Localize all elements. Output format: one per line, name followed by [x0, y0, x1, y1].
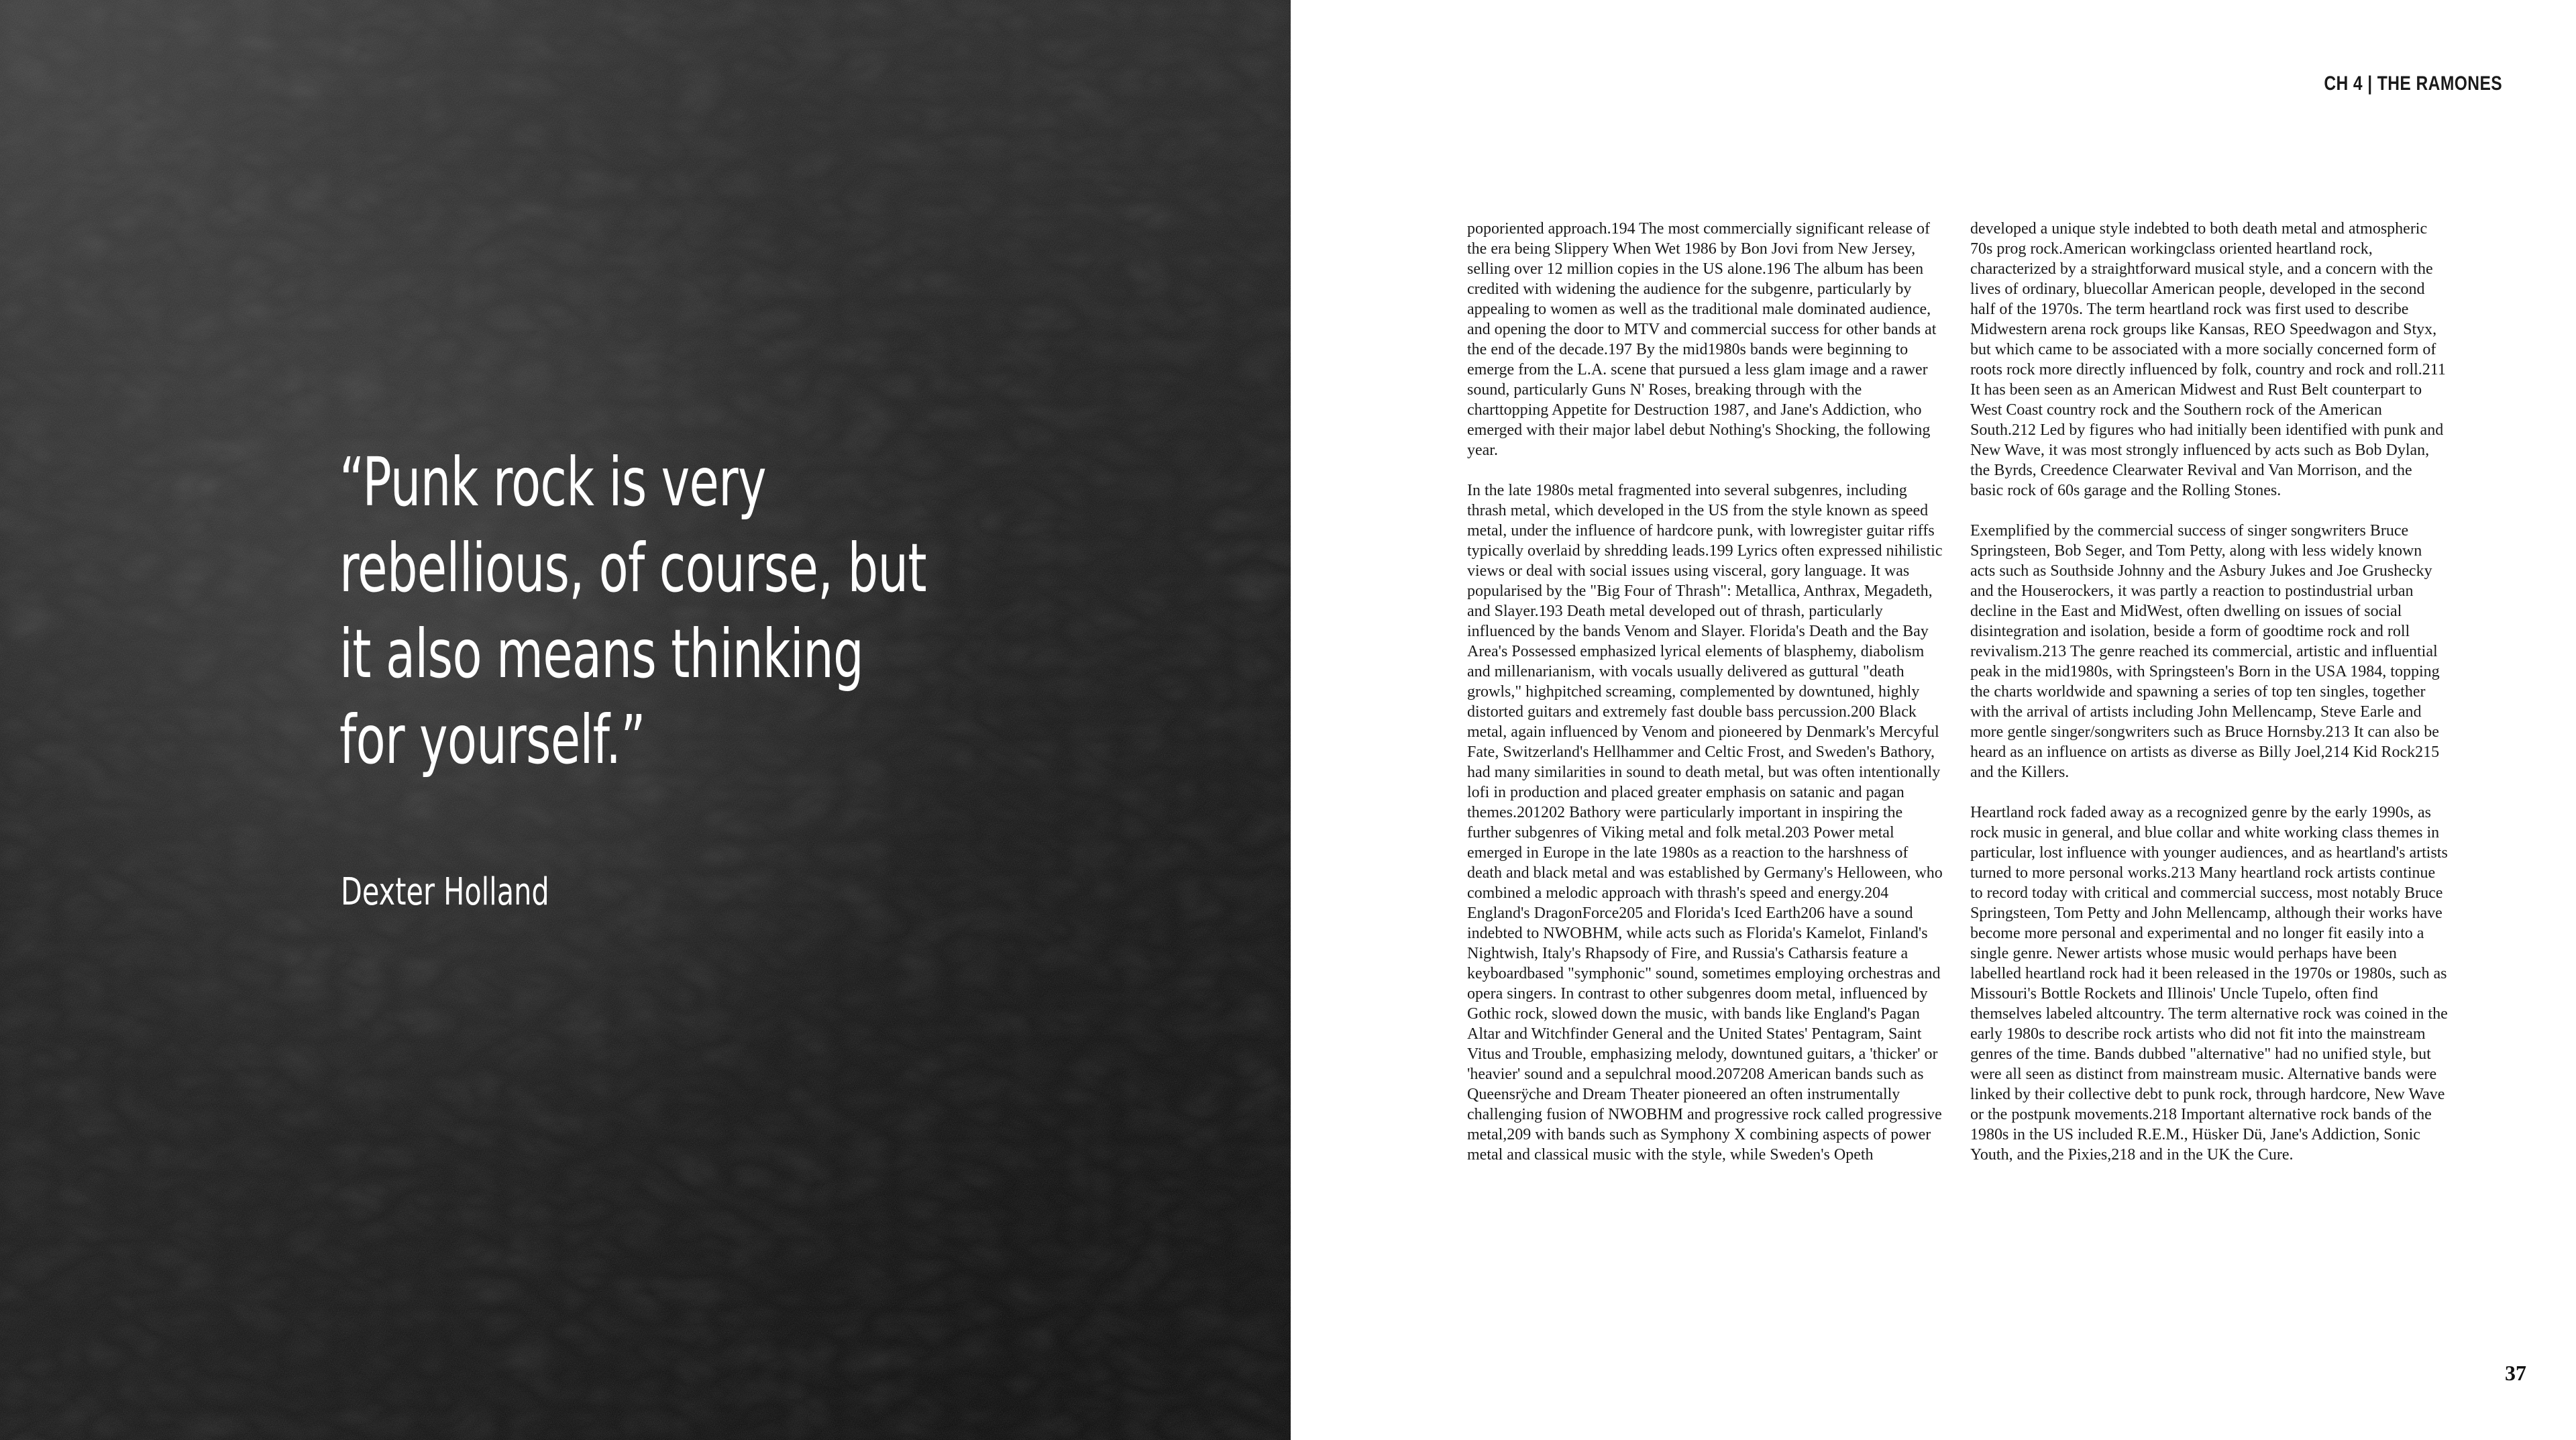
paragraph: developed a unique style indebted to both death metal and atmospheric 70s prog rock.American workingclass oriented heartland rock, characterized by a straightforward musical style, and a concern with the lives of ordinary, bluecollar American people, developed in the second half of the 1970s. The term heartland rock was first used to describe Midwestern arena rock groups like Kansas, REO Speedwagon and Styx, but which came to be associated with a more socially concerned form of roots rock more directly influenced by folk, country and rock and roll.211 It has been seen as an American Midwest and Rust Belt counterpart to West Coast country rock and the Southern rock of the American South.212 Led by figures who had initially been identified with punk and New Wave, it was most strongly influenced by acts such as Bob Dylan, the Byrds, Creedence Clearwater Revival and Van Morrison, and the basic rock of 60s garage and the Rolling Stones. [1970, 220, 2446, 499]
running-head: CH 4 | THE RAMONES [2324, 72, 2502, 95]
paragraph: Exemplified by the commercial success of singer songwriters Bruce Springsteen, Bob Seger, and Tom Petty, along with less widely known acts such as Southside Johnny and the Asbury Jukes and Joe Grushecky and the Houserockers, it was partly a reaction to postindustrial urban decline in the East and MidWest, often dwelling on issues of social disintegration and isolation, beside a form of goodtime rock and roll revivalism.213 The genre reached its commercial, artistic and influential peak in the mid1980s, with Springsteen's Born in the USA 1984, topping the charts worldwide and spawning a series of top ten singles, together with the arrival of artists including John Mellencamp, Steve Earle and more gentle singer/songwriters such as Bruce Hornsby.213 It can also be heard as an influence on artists as diverse as Billy Joel,214 Kid Rock215 and the Killers. [1970, 522, 2440, 781]
pull-quote: “Punk rock is very rebellious, of course, but it also means thinking for yourself.” [339, 443, 926, 779]
text-column-1 [1467, 219, 1945, 1185]
page-number: 37 [2505, 1361, 2526, 1385]
text-column-2 [1970, 219, 2448, 1185]
paragraph: In the late 1980s metal fragmented into several subgenres, including thrash metal, which developed in the US from the style known as speed metal, under the influence of hardcore punk, with lowregister guitar riffs typically overlaid by shredding leads.199 Lyrics often expressed nihilistic views or deal with social issues using visceral, gory language. It was popularised by the "Big Four of Thrash": Metallica, Anthrax, Megadeth, and Slayer.193 Death metal developed out of thrash, particularly influenced by the bands Venom and Slayer. Florida's Death and the Bay Area's Possessed emphasized lyrical elements of blasphemy, diabolism and millenarianism, with vocals usually delivered as guttural "death growls," highpitched screaming, complemented by downtuned, highly distorted guitars and extremely fast double bass percussion.200 Black metal, again influenced by Venom and pioneered by Denmark's Mercyful Fate, Switzerland's Hellhammer and Celtic Frost, and Sweden's Bathory, had many similarities in sound to death metal, but was often intentionally lofi in production and placed greater emphasis on satanic and pagan themes.201202 Bathory were particularly important in inspiring the further subgenres of Viking metal and folk metal.203 Power metal emerged in Europe in the late 1980s as a reaction to the harshness of death and black metal and was established by Germany's Helloween, who combined a melodic approach with thrash's speed and energy.204 England's DragonForce205 and Florida's Iced Earth206 have a sound indebted to NWOBHM, while acts such as Florida's Kamelot, Finland's Nightwish, Italy's Rhapsody of Fire, and Russia's Catharsis feature a keyboardbased "symphonic" sound, sometimes employing orchestras and opera singers. In contrast to other subgenres doom metal, influenced by Gothic rock, slowed down the music, with bands like England's Pagan Altar and Witchfinder General and the United States' Pentagram, Saint Vitus and Trouble, emphasizing melody, downtuned guitars, a 'thicker' or 'heavier' sound and a sepulchral mood.207208 American bands such as Queensrÿche and Dream Theater pioneered an often instrumentally challenging fusion of NWOBHM and progressive rock called progressive metal,209 with bands such as Symphony X combining aspects of power metal and classical music with the style, while Sweden's Opeth [1467, 482, 1943, 1164]
paragraph: poporiented approach.194 The most commercially significant release of the era being Slippery When Wet 1986 by Bon Jovi from New Jersey, selling over 12 million copies in the US alone.196 The album has been credited with widening the audience for the subgenre, particularly by appealing to women as well as the traditional male dominated audience, and opening the door to MTV and commercial success for other bands at the end of the decade.197 By the mid1980s bands were beginning to emerge from the L.A. scene that pursued a less glam image and a rawer sound, particularly Guns N' Roses, breaking through with the charttopping Appetite for Destruction 1987, and Jane's Addiction, who emerged with their major label debut Nothing's Shocking, the following year. [1467, 220, 1937, 459]
paragraph: Heartland rock faded away as a recognized genre by the early 1990s, as rock music in general, and blue collar and white working class themes in particular, lost influence with younger audiences, and as heartland's artists turned to more personal works.213 Many heartland rock artists continue to record today with critical and commercial success, most notably Bruce Springsteen, Tom Petty and John Mellencamp, although their works have become more personal and experimental and no longer fit easily into a single genre. Newer artists whose music would perhaps have been labelled heartland rock had it been released in the 1970s or 1980s, such as Missouri's Bottle Rockets and Illinois' Uncle Tupelo, often find themselves labeled altcountry. The term alternative rock was coined in the early 1980s to describe rock artists who did not fit into the mainstream genres of the time. Bands dubbed "alternative" had no unified style, but were all seen as distinct from mainstream music. Alternative bands were linked by their collective debt to punk rock, through hardcore, New Wave or the postpunk movements.218 Important alternative rock bands of the 1980s in the US included R.E.M., Hüsker Dü, Jane's Addiction, Sonic Youth, and the Pixies,218 and in the UK the Cure. [1970, 804, 2448, 1164]
quote-author: Dexter Holland [341, 870, 549, 914]
